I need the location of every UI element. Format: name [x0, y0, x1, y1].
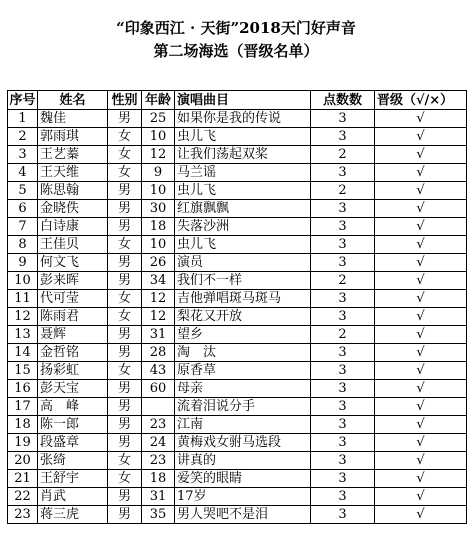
cell-score: 3 [311, 236, 375, 254]
header-score: 点数数 [311, 91, 375, 110]
table-row [8, 254, 467, 272]
cell-index: 14 [8, 344, 38, 362]
cell-gender: 男 [108, 200, 142, 218]
cell-name: 王艺蓁 [38, 146, 108, 164]
table-row [8, 470, 467, 488]
cell-score: 2 [311, 326, 375, 344]
cell-score: 3 [311, 308, 375, 326]
cell-index: 11 [8, 290, 38, 308]
header-gender: 性别 [108, 91, 142, 110]
cell-name: 代可莹 [38, 290, 108, 308]
table-row [8, 146, 467, 164]
cell-index: 8 [8, 236, 38, 254]
cell-song: 母亲 [175, 380, 311, 398]
cell-score: 3 [311, 290, 375, 308]
cell-advance: √ [375, 488, 467, 506]
cell-name: 肖武 [38, 488, 108, 506]
header-age: 年龄 [142, 91, 175, 110]
cell-age: 10 [142, 128, 175, 146]
cell-age: 35 [142, 506, 175, 524]
cell-age: 23 [142, 452, 175, 470]
cell-song: 讲真的 [175, 452, 311, 470]
cell-name: 金晓佚 [38, 200, 108, 218]
cell-score: 3 [311, 110, 375, 128]
cell-name: 白诗康 [38, 218, 108, 236]
cell-score: 3 [311, 470, 375, 488]
cell-score: 3 [311, 254, 375, 272]
cell-advance: √ [375, 272, 467, 290]
cell-gender: 男 [108, 398, 142, 416]
cell-index: 16 [8, 380, 38, 398]
cell-age: 26 [142, 254, 175, 272]
cell-age: 60 [142, 380, 175, 398]
cell-index: 22 [8, 488, 38, 506]
cell-name: 郭雨琪 [38, 128, 108, 146]
cell-score: 2 [311, 272, 375, 290]
cell-song: 吉他弹唱斑马斑马 [175, 290, 311, 308]
cell-score: 2 [311, 182, 375, 200]
cell-song: 失落沙洲 [175, 218, 311, 236]
cell-advance: √ [375, 128, 467, 146]
cell-gender: 女 [108, 470, 142, 488]
cell-age: 23 [142, 416, 175, 434]
cell-advance: √ [375, 110, 467, 128]
cell-song: 虫儿飞 [175, 182, 311, 200]
cell-age: 18 [142, 470, 175, 488]
cell-song: 红旗飘飘 [175, 200, 311, 218]
cell-score: 3 [311, 218, 375, 236]
cell-index: 12 [8, 308, 38, 326]
cell-name: 段盛章 [38, 434, 108, 452]
cell-age: 12 [142, 290, 175, 308]
document-subtitle: 第二场海选（晋级名单） [153, 42, 319, 60]
cell-age: 30 [142, 200, 175, 218]
cell-index: 15 [8, 362, 38, 380]
cell-advance: √ [375, 146, 467, 164]
table-row [8, 236, 467, 254]
cell-name: 陈思翰 [38, 182, 108, 200]
cell-gender: 女 [108, 452, 142, 470]
cell-age: 31 [142, 488, 175, 506]
cell-gender: 男 [108, 110, 142, 128]
cell-index: 4 [8, 164, 38, 182]
cell-song: 流着泪说分手 [175, 398, 311, 416]
cell-song: 17岁 [175, 488, 311, 506]
cell-name: 王天维 [38, 164, 108, 182]
cell-advance: √ [375, 380, 467, 398]
cell-index: 3 [8, 146, 38, 164]
cell-index: 10 [8, 272, 38, 290]
cell-index: 2 [8, 128, 38, 146]
header-song: 演唱曲目 [175, 91, 311, 110]
document-title: “印象西江 · 天街”2018天门好声音 [116, 19, 356, 37]
cell-song: 原香草 [175, 362, 311, 380]
header-advance: 晋级（√/×） [375, 91, 467, 110]
cell-song: 江南 [175, 416, 311, 434]
cell-advance: √ [375, 344, 467, 362]
table-row [8, 434, 467, 452]
cell-advance: √ [375, 452, 467, 470]
cell-gender: 男 [108, 326, 142, 344]
cell-age: 28 [142, 344, 175, 362]
cell-advance: √ [375, 470, 467, 488]
cell-advance: √ [375, 236, 467, 254]
cell-name: 王佳贝 [38, 236, 108, 254]
cell-age: 43 [142, 362, 175, 380]
cell-advance: √ [375, 398, 467, 416]
cell-advance: √ [375, 164, 467, 182]
cell-gender: 女 [108, 164, 142, 182]
table-row [8, 218, 467, 236]
cell-song: 望乡 [175, 326, 311, 344]
cell-name: 何文飞 [38, 254, 108, 272]
table-row [8, 200, 467, 218]
cell-gender: 男 [108, 488, 142, 506]
cell-score: 3 [311, 164, 375, 182]
cell-song: 虫儿飞 [175, 236, 311, 254]
cell-advance: √ [375, 254, 467, 272]
cell-gender: 女 [108, 236, 142, 254]
cell-gender: 男 [108, 344, 142, 362]
table-row [8, 290, 467, 308]
cell-score: 3 [311, 362, 375, 380]
cell-score: 3 [311, 488, 375, 506]
cell-song: 梨花又开放 [175, 308, 311, 326]
table-row [8, 110, 467, 128]
table-row [8, 398, 467, 416]
cell-index: 9 [8, 254, 38, 272]
cell-score: 3 [311, 452, 375, 470]
cell-index: 13 [8, 326, 38, 344]
cell-age: 25 [142, 110, 175, 128]
cell-gender: 男 [108, 218, 142, 236]
cell-age [142, 398, 175, 416]
cell-gender: 男 [108, 380, 142, 398]
cell-gender: 男 [108, 416, 142, 434]
table-row [8, 308, 467, 326]
table-row [8, 488, 467, 506]
cell-song: 虫儿飞 [175, 128, 311, 146]
cell-name: 聂辉 [38, 326, 108, 344]
cell-name: 蒋三虎 [38, 506, 108, 524]
cell-advance: √ [375, 326, 467, 344]
cell-age: 10 [142, 182, 175, 200]
cell-gender: 男 [108, 182, 142, 200]
cell-name: 彭来晖 [38, 272, 108, 290]
cell-advance: √ [375, 200, 467, 218]
cell-advance: √ [375, 182, 467, 200]
cell-song: 让我们荡起双桨 [175, 146, 311, 164]
cell-name: 陈一郎 [38, 416, 108, 434]
cell-name: 张绮 [38, 452, 108, 470]
cell-gender: 女 [108, 290, 142, 308]
cell-gender: 女 [108, 146, 142, 164]
cell-gender: 男 [108, 272, 142, 290]
cell-song: 演员 [175, 254, 311, 272]
cell-name: 陈雨君 [38, 308, 108, 326]
cell-song: 淘 汰 [175, 344, 311, 362]
cell-index: 23 [8, 506, 38, 524]
cell-index: 19 [8, 434, 38, 452]
cell-song: 我们不一样 [175, 272, 311, 290]
cell-age: 9 [142, 164, 175, 182]
table-row [8, 272, 467, 290]
cell-song: 如果你是我的传说 [175, 110, 311, 128]
cell-age: 12 [142, 308, 175, 326]
cell-index: 21 [8, 470, 38, 488]
cell-score: 3 [311, 506, 375, 524]
cell-score: 3 [311, 416, 375, 434]
table-row [8, 344, 467, 362]
cell-index: 7 [8, 218, 38, 236]
cell-age: 31 [142, 326, 175, 344]
cell-advance: √ [375, 218, 467, 236]
cell-age: 34 [142, 272, 175, 290]
cell-advance: √ [375, 506, 467, 524]
cell-song: 马兰谣 [175, 164, 311, 182]
cell-index: 20 [8, 452, 38, 470]
cell-advance: √ [375, 308, 467, 326]
table-row [8, 128, 467, 146]
cell-name: 彭天宝 [38, 380, 108, 398]
cell-gender: 女 [108, 362, 142, 380]
cell-name: 高 峰 [38, 398, 108, 416]
table-row [8, 326, 467, 344]
cell-name: 金哲铭 [38, 344, 108, 362]
table-row [8, 452, 467, 470]
table-row [8, 362, 467, 380]
cell-age: 24 [142, 434, 175, 452]
cell-advance: √ [375, 416, 467, 434]
cell-age: 12 [142, 146, 175, 164]
cell-score: 3 [311, 128, 375, 146]
cell-song: 爱笑的眼睛 [175, 470, 311, 488]
cell-score: 3 [311, 380, 375, 398]
cell-gender: 女 [108, 128, 142, 146]
cell-score: 3 [311, 398, 375, 416]
table-row [8, 506, 467, 524]
cell-song: 黄梅戏女驸马选段 [175, 434, 311, 452]
header-index: 序号 [9, 92, 36, 108]
cell-gender: 男 [108, 506, 142, 524]
cell-advance: √ [375, 434, 467, 452]
cell-name: 魏佳 [38, 110, 108, 128]
cell-score: 3 [311, 200, 375, 218]
cell-name: 扬彩虹 [38, 362, 108, 380]
cell-score: 3 [311, 344, 375, 362]
cell-gender: 女 [108, 308, 142, 326]
header-name: 姓名 [38, 91, 108, 110]
qualifier-table [7, 90, 467, 524]
cell-index: 1 [8, 110, 38, 128]
cell-score: 2 [311, 146, 375, 164]
table-row [8, 182, 467, 200]
cell-advance: √ [375, 290, 467, 308]
cell-song: 男人哭吧不是泪 [175, 506, 311, 524]
cell-gender: 男 [108, 254, 142, 272]
cell-index: 5 [8, 182, 38, 200]
cell-name: 王舒宇 [38, 470, 108, 488]
table-row [8, 416, 467, 434]
cell-index: 6 [8, 200, 38, 218]
cell-index: 17 [8, 398, 38, 416]
cell-gender: 男 [108, 434, 142, 452]
cell-index: 18 [8, 416, 38, 434]
header-row [8, 91, 467, 110]
cell-advance: √ [375, 362, 467, 380]
cell-score: 3 [311, 434, 375, 452]
table-row [8, 380, 467, 398]
cell-age: 18 [142, 218, 175, 236]
table-row [8, 164, 467, 182]
cell-age: 10 [142, 236, 175, 254]
